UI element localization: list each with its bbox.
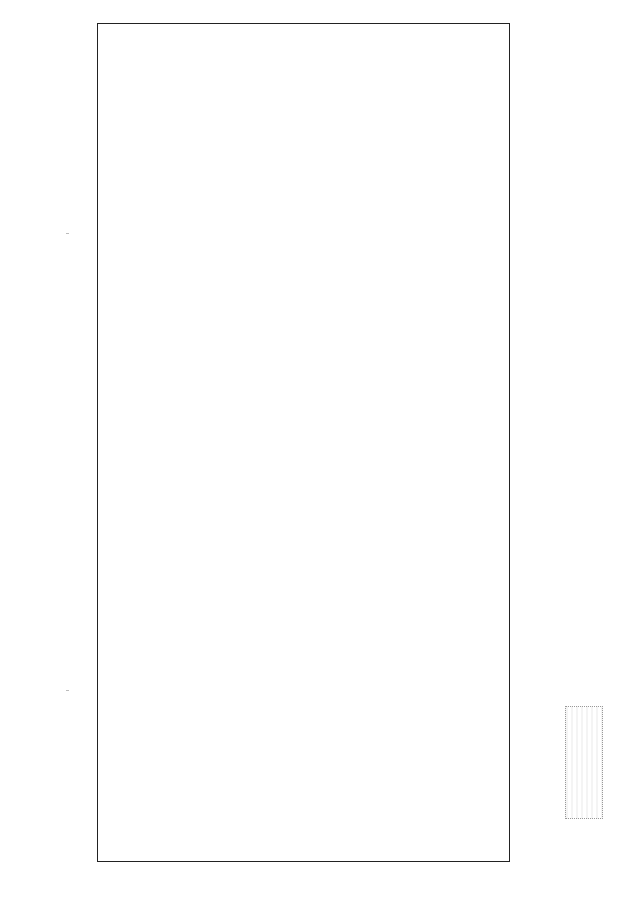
scan-mark (66, 690, 69, 691)
page-number (48, 437, 62, 467)
scan-mark (66, 233, 69, 234)
stamp-mark (565, 706, 603, 819)
data-table (97, 23, 510, 862)
